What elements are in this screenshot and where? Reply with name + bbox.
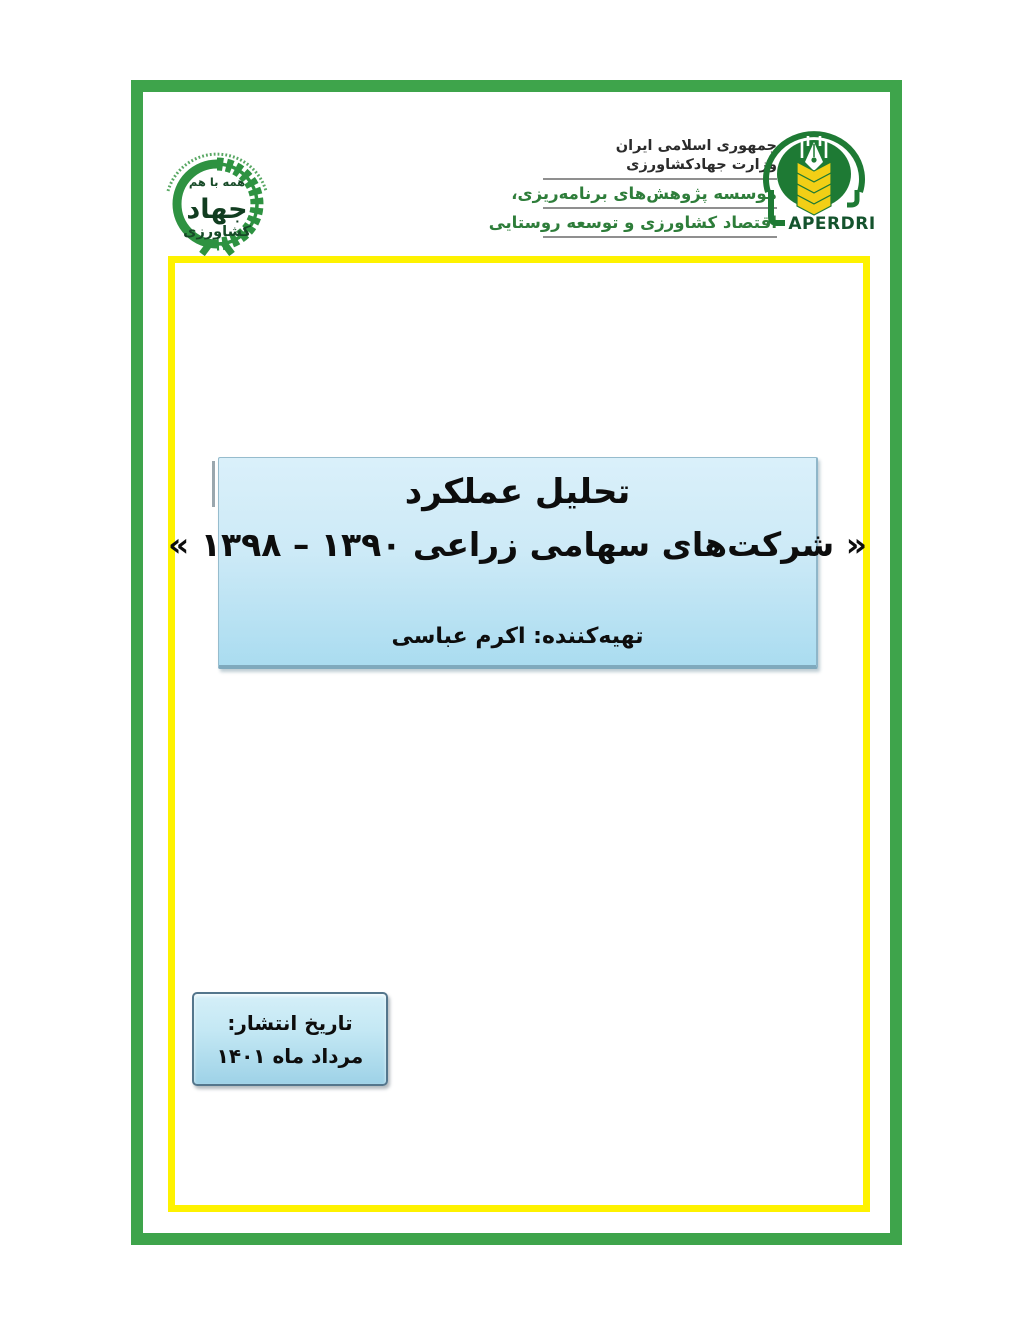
report-title: تحلیل عملکرد — [404, 472, 631, 512]
divider-line-1 — [543, 178, 777, 180]
jihad-logo-top-text: همه با هم — [188, 175, 246, 189]
pen-nib-hole — [811, 157, 816, 162]
gov-line-institute-1: موسسه پژوهش‌های برنامه‌ریزی، — [511, 184, 777, 203]
jihad-logo-main-text: جهاد — [186, 194, 248, 225]
hidden-box-edge-artifact — [212, 461, 215, 507]
title-box — [167, 457, 868, 669]
divider-line-2 — [543, 207, 777, 209]
aperdri-logo-label: APERDRI — [788, 214, 876, 234]
aperdri-right-tail — [847, 190, 857, 205]
jihad-logo-graphic — [156, 122, 278, 256]
publish-date-value: مرداد ماه ۱۴۰۱ — [216, 1044, 364, 1068]
gov-line-country: جمهوری اسلامی ایران — [615, 138, 777, 154]
publish-date-label: تاریخ انتشار: — [227, 1011, 353, 1035]
divider-line-3 — [543, 236, 777, 238]
gov-line-ministry: وزارت جهادکشاورزی — [626, 157, 777, 173]
report-subtitle: « شرکت‌های سهامی زراعی ۱۳۹۰ – ۱۳۹۸ » — [167, 525, 868, 564]
ministry-header-block — [488, 137, 777, 241]
publish-date-box — [192, 992, 388, 1086]
jihad-keshavarzi-logo — [156, 122, 278, 256]
aperdri-left-tail — [771, 190, 785, 223]
report-author: تهیه‌کننده: اکرم عباسی — [391, 624, 644, 649]
gov-line-institute-2: اقتصاد کشاورزی و توسعه روستایی — [488, 213, 777, 232]
aperdri-logo — [752, 124, 880, 246]
jihad-logo-sub-text: کشاورزی — [183, 224, 251, 240]
